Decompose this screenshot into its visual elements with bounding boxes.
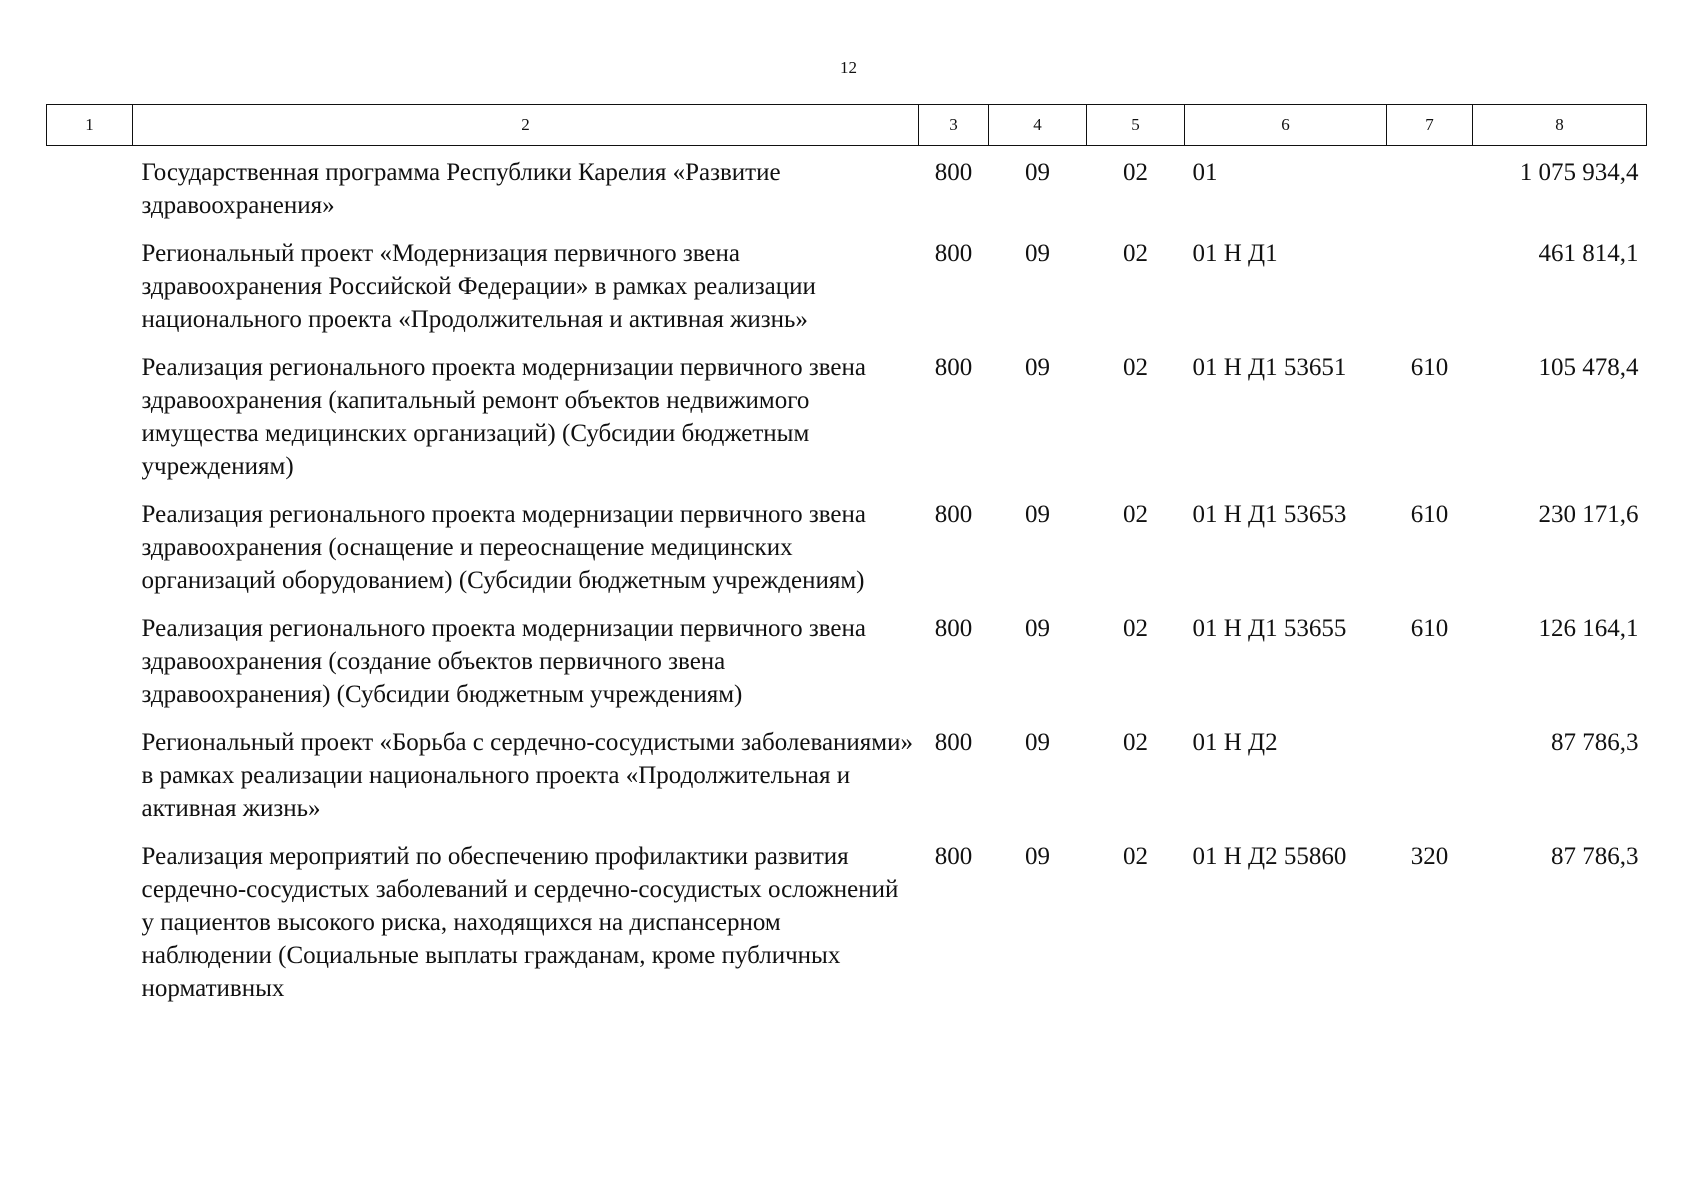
row-section: 09 bbox=[1025, 843, 1050, 870]
row-name: Государственная программа Республики Карелия «Развитие здравоохранения» bbox=[141, 159, 781, 219]
column-header-1: 1 bbox=[47, 105, 133, 146]
row-grbs: 800 bbox=[934, 729, 973, 756]
row-number bbox=[47, 237, 133, 351]
row-target-code: 01 Н Д1 53653 bbox=[1192, 501, 1347, 528]
row-number bbox=[47, 498, 133, 612]
row-grbs: 800 bbox=[934, 615, 973, 642]
row-expense-type: 320 bbox=[1410, 843, 1449, 870]
column-header-6: 6 bbox=[1185, 105, 1387, 146]
row-section: 09 bbox=[1025, 240, 1050, 267]
row-section: 09 bbox=[1025, 501, 1050, 528]
row-name: Региональный проект «Модернизация первичного звена здравоохранения Российской Федерации» в рамках реализации национального проекта «Продолжительная и активная жизнь» bbox=[141, 240, 816, 333]
table-row bbox=[47, 351, 1647, 498]
table-row bbox=[47, 612, 1647, 726]
row-amount: 230 171,6 bbox=[1538, 501, 1639, 528]
row-expense-type bbox=[1387, 237, 1473, 351]
row-number bbox=[47, 146, 133, 238]
column-header-2: 2 bbox=[133, 105, 919, 146]
row-amount: 461 814,1 bbox=[1538, 240, 1639, 267]
row-name: Реализация регионального проекта модернизации первичного звена здравоохранения (оснащение и переоснащение медицинских организаций оборудованием) (Субсидии бюджетным учреждениям) bbox=[141, 501, 866, 594]
row-name: Реализация мероприятий по обеспечению профилактики развития сердечно-сосудистых заболеваний и сердечно-сосудистых осложнений у пациентов высокого риска, находящихся на диспансерном наблюдении (Социальные выплаты гражданам, кроме публичных нормативных bbox=[141, 843, 899, 1002]
header-row bbox=[47, 105, 1647, 146]
row-amount: 87 786,3 bbox=[1551, 843, 1639, 870]
row-grbs: 800 bbox=[934, 159, 973, 186]
row-number bbox=[47, 840, 133, 1020]
row-expense-type: 610 bbox=[1410, 354, 1449, 381]
row-subsection: 02 bbox=[1123, 159, 1148, 186]
row-target-code: 01 Н Д2 bbox=[1192, 729, 1278, 756]
row-target-code: 01 Н Д1 bbox=[1192, 240, 1278, 267]
row-expense-type bbox=[1387, 726, 1473, 840]
row-subsection: 02 bbox=[1123, 615, 1148, 642]
row-subsection: 02 bbox=[1123, 843, 1148, 870]
row-section: 09 bbox=[1025, 354, 1050, 381]
table-header bbox=[47, 105, 1647, 146]
table-row bbox=[47, 726, 1647, 840]
row-expense-type bbox=[1387, 146, 1473, 238]
row-target-code: 01 Н Д1 53655 bbox=[1192, 615, 1347, 642]
row-grbs: 800 bbox=[934, 354, 973, 381]
column-header-7: 7 bbox=[1387, 105, 1473, 146]
column-header-4: 4 bbox=[989, 105, 1087, 146]
column-header-3: 3 bbox=[919, 105, 989, 146]
row-number bbox=[47, 351, 133, 498]
row-subsection: 02 bbox=[1123, 354, 1148, 381]
table-row bbox=[47, 498, 1647, 612]
row-expense-type: 610 bbox=[1410, 501, 1449, 528]
row-section: 09 bbox=[1025, 729, 1050, 756]
row-subsection: 02 bbox=[1123, 240, 1148, 267]
row-grbs: 800 bbox=[934, 240, 973, 267]
budget-table bbox=[46, 104, 1647, 1020]
table-body bbox=[47, 146, 1647, 1021]
row-amount: 126 164,1 bbox=[1538, 615, 1639, 642]
table-row bbox=[47, 237, 1647, 351]
row-subsection: 02 bbox=[1123, 729, 1148, 756]
row-section: 09 bbox=[1025, 615, 1050, 642]
row-amount: 87 786,3 bbox=[1551, 729, 1639, 756]
row-section: 09 bbox=[1025, 159, 1050, 186]
row-expense-type: 610 bbox=[1410, 615, 1449, 642]
row-name: Региональный проект «Борьба с сердечно-сосудистыми заболеваниями» в рамках реализации национального проекта «Продолжительная и активная жизнь» bbox=[141, 729, 913, 822]
column-header-8: 8 bbox=[1473, 105, 1647, 146]
row-amount: 105 478,4 bbox=[1538, 354, 1639, 381]
row-number bbox=[47, 726, 133, 840]
row-target-code: 01 Н Д2 55860 bbox=[1192, 843, 1347, 870]
row-grbs: 800 bbox=[934, 501, 973, 528]
row-target-code: 01 Н Д1 53651 bbox=[1192, 354, 1347, 381]
table-row bbox=[47, 840, 1647, 1020]
row-name: Реализация регионального проекта модернизации первичного звена здравоохранения (капитальный ремонт объектов недвижимого имущества медицинских организаций) (Субсидии бюджетным учреждениям) bbox=[141, 354, 866, 480]
table-row bbox=[47, 146, 1647, 238]
column-header-5: 5 bbox=[1087, 105, 1185, 146]
row-amount: 1 075 934,4 bbox=[1519, 159, 1639, 186]
row-number bbox=[47, 612, 133, 726]
row-name: Реализация регионального проекта модернизации первичного звена здравоохранения (создание объектов первичного звена здравоохранения) (Субсидии бюджетным учреждениям) bbox=[141, 615, 866, 708]
row-subsection: 02 bbox=[1123, 501, 1148, 528]
row-grbs: 800 bbox=[934, 843, 973, 870]
row-target-code: 01 bbox=[1192, 159, 1218, 186]
page-number: 12 bbox=[840, 58, 857, 77]
